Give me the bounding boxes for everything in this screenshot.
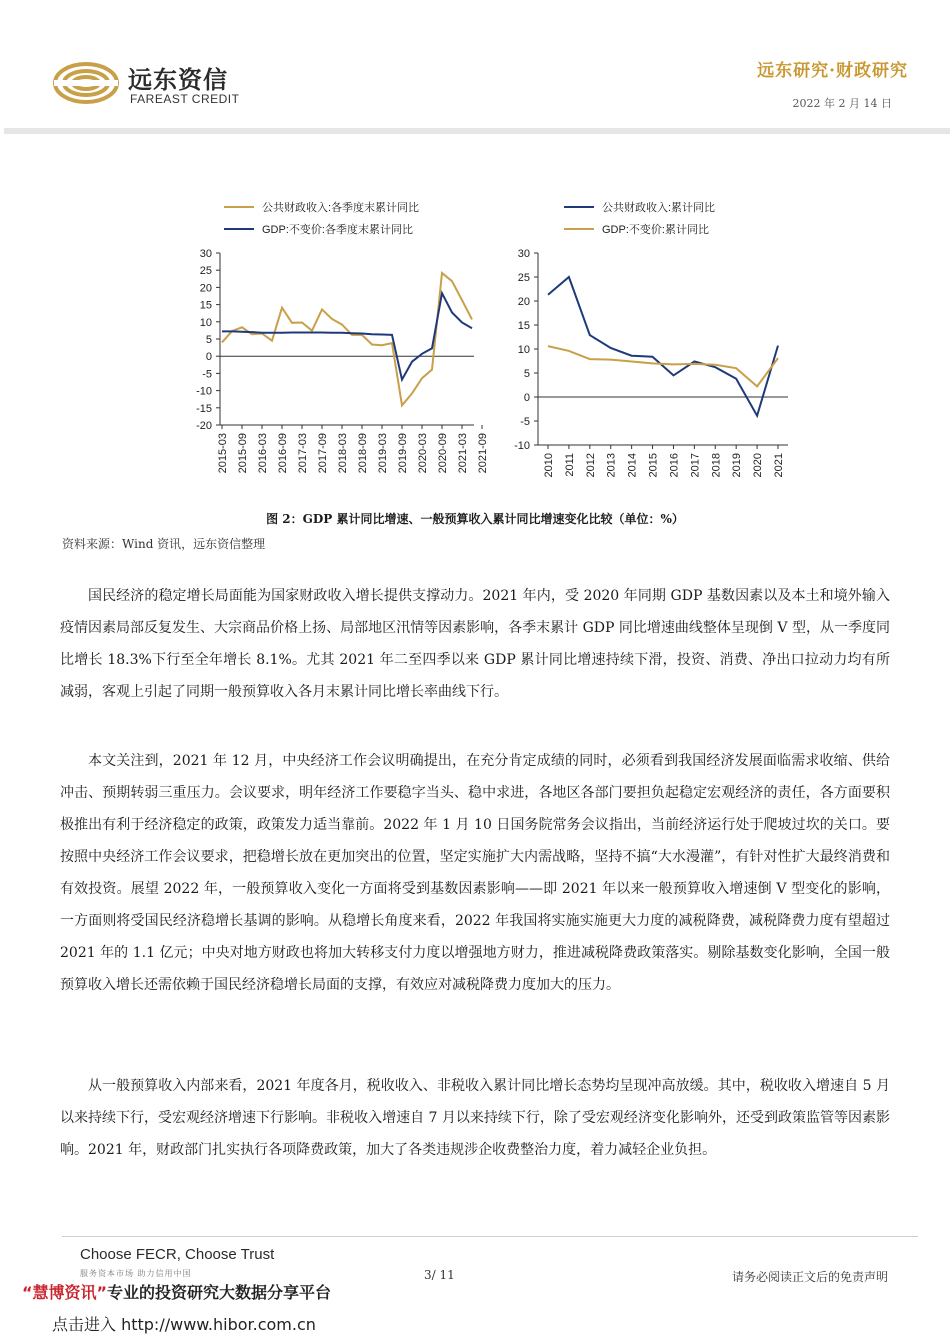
footer-slogan: Choose FECR, Choose Trust — [80, 1246, 275, 1263]
y-tick-label: 20 — [517, 296, 530, 308]
footer-divider — [62, 1236, 918, 1237]
legend-label: GDP:不变价:各季度末累计同比 — [262, 224, 413, 236]
x-tick-label: 2019 — [731, 453, 744, 478]
x-tick-label: 2013 — [605, 453, 618, 478]
y-tick-label: 25 — [199, 265, 212, 278]
footer-disclaimer: 请务必阅读正文后的免责声明 — [731, 1270, 888, 1284]
x-tick-label: 2015 — [647, 453, 660, 478]
x-tick-label: 2017-03 — [297, 433, 309, 474]
hibor-link[interactable]: 点击进入 http://www.hibor.com.cn — [52, 1315, 316, 1334]
y-tick-label: -15 — [196, 402, 212, 415]
y-tick-label: 5 — [523, 368, 530, 380]
x-tick-label: 2020-03 — [417, 433, 429, 474]
y-tick-label: -5 — [520, 416, 530, 428]
y-tick-label: 30 — [199, 248, 212, 260]
x-tick-label: 2018 — [710, 453, 723, 478]
x-tick-label: 2018-03 — [337, 433, 349, 474]
fareast-logo-icon — [52, 58, 124, 108]
x-tick-label: 2012 — [584, 453, 597, 478]
hibor-tagline: 专业的投资研究大数据分享平台 — [107, 1283, 332, 1302]
x-tick-label: 2017 — [689, 453, 702, 478]
y-tick-label: 0 — [205, 351, 212, 364]
x-tick-label: 2014 — [626, 453, 639, 478]
body-paragraph-3: 从一般预算收入内部来看，2021 年度各月，税收收入、非税收入累计同比增长态势均呈现冲高放缓。其中，税收收入增速自 5 月以来持续下行，受宏观经济增速下行影响。非税收入增速自 7 月以来持续下行，除了受宏观经济变化影响外，还受到政策监管等因素影响。2021 年，财政部门扎实执行各项降费政策，加大了各类违规涉企收费整治力度，着力减轻企业负担。 — [60, 1078, 890, 1158]
x-tick-label: 2021-09 — [477, 433, 489, 474]
y-tick-label: 15 — [199, 299, 212, 312]
legend-label: GDP:不变价:累计同比 — [602, 224, 709, 236]
y-tick-label: 25 — [517, 272, 530, 284]
x-tick-label: 2015-09 — [237, 433, 249, 474]
y-tick-label: -10 — [196, 385, 212, 398]
y-tick-label: 5 — [205, 334, 212, 346]
x-tick-label: 2015-03 — [217, 433, 229, 474]
x-tick-label: 2021-03 — [457, 433, 469, 474]
report-date: 2022 年 2 月 14 日 — [792, 97, 892, 110]
y-tick-label: -5 — [202, 368, 212, 381]
brand-name-cn: 远东资信 — [128, 66, 228, 94]
figure-source: 资料来源：Wind 资讯，远东资信整理 — [62, 537, 266, 551]
footer-subslogan: 服务资本市场 助力信用中国 — [80, 1269, 192, 1278]
y-tick-label: 15 — [517, 320, 530, 332]
chart-annual-svg — [500, 192, 800, 492]
report-section: 远东研究·财政研究 — [757, 61, 908, 81]
legend-label: 公共财政收入:累计同比 — [602, 202, 716, 214]
hibor-name: “慧博资讯” — [22, 1283, 108, 1302]
page-number: 3/ 11 — [424, 1268, 455, 1282]
chart-annual — [500, 192, 800, 492]
y-tick-label: 20 — [199, 282, 212, 295]
y-tick-label: 10 — [199, 316, 212, 329]
brand-name-en: FAREAST CREDIT — [130, 92, 240, 106]
figure-caption: 图 2：GDP 累计同比增速、一般预算收入累计同比增速变化比较（单位：%） — [266, 512, 684, 526]
body-paragraph-2: 本文关注到，2021 年 12 月，中央经济工作会议明确提出，在充分肯定成绩的同时，必须看到我国经济发展面临需求收缩、供给冲击、预期转弱三重压力。会议要求，明年经济工作要稳字当头、稳中求进，各地区各部门要担负起稳定宏观经济的责任，各方面要积极推出有利于经济稳定的政策，政策发力适当靠前。2022 年 1 月 10 日国务院常务会议指出，当前经济运行处于爬坡过坎的关口。要按照中央经济工作会议要求，把稳增长放在更加突出的位置，坚定实施扩大内需战略，坚持不搞“大水漫灌”，有针对性扩大最终消费和有效投资。展望 2022 年，一般预算收入变化一方面将受到基数因素影响——即 2021 年以来一般预算收入增速倒 V 型变化的影响，一方面则将受国民经济稳增长基调的影响。从稳增长角度来看，2022 年我国将实施实施更大力度的减税降费，减税降费力度有望超过 2021 年的 1.1 亿元；中央对地方财政也将加大转移支付力度以增强地方财力，推进减税降费政策落实。剔除基数变化影响，全国一般预算收入增长还需依赖于国民经济稳增长局面的支撑，有效应对减税降费力度加大的压力。 — [60, 753, 890, 993]
series-line — [222, 293, 472, 379]
y-tick-label: -10 — [514, 440, 530, 452]
y-tick-label: 0 — [523, 392, 530, 404]
x-tick-label: 2016-03 — [257, 433, 269, 474]
header-divider — [4, 128, 950, 134]
x-tick-label: 2016 — [668, 453, 681, 478]
chart-quarterly — [186, 192, 489, 492]
x-tick-label: 2019-09 — [397, 433, 409, 474]
chart-quarterly-svg — [186, 192, 489, 492]
hibor-watermark — [22, 1280, 331, 1303]
y-tick-label: 10 — [517, 344, 530, 356]
x-tick-label: 2020 — [752, 453, 765, 478]
series-line — [548, 277, 778, 416]
x-tick-label: 2016-09 — [277, 433, 289, 474]
x-tick-label: 2019-03 — [377, 433, 389, 474]
x-tick-label: 2011 — [563, 453, 576, 477]
page-header — [0, 0, 950, 135]
body-paragraph-1: 国民经济的稳定增长局面能为国家财政收入增长提供支撑动力。2021 年内，受 2020 年同期 GDP 基数因素以及本土和境外输入疫情因素局部反复发生、大宗商品价格上扬、局部地区汛情等因素影响，各季末累计 GDP 同比增速曲线整体呈现倒 V 型，从一季度同比增长 18.3%下行至全年增长 8.1%。尤其 2021 年二至四季以来 GDP 累计同比增速持续下滑，投资、消费、净出口拉动力均有所减弱，客观上引起了同期一般预算收入各月末累计同比增长率曲线下行。 — [60, 588, 890, 700]
legend-label: 公共财政收入:各季度末累计同比 — [262, 202, 420, 214]
x-tick-label: 2020-09 — [437, 433, 449, 474]
x-tick-label: 2021 — [773, 453, 785, 478]
x-tick-label: 2017-09 — [317, 433, 329, 474]
x-tick-label: 2010 — [543, 453, 555, 478]
x-tick-label: 2018-09 — [357, 433, 369, 474]
y-tick-label: 30 — [517, 248, 530, 260]
y-tick-label: -20 — [196, 420, 212, 432]
